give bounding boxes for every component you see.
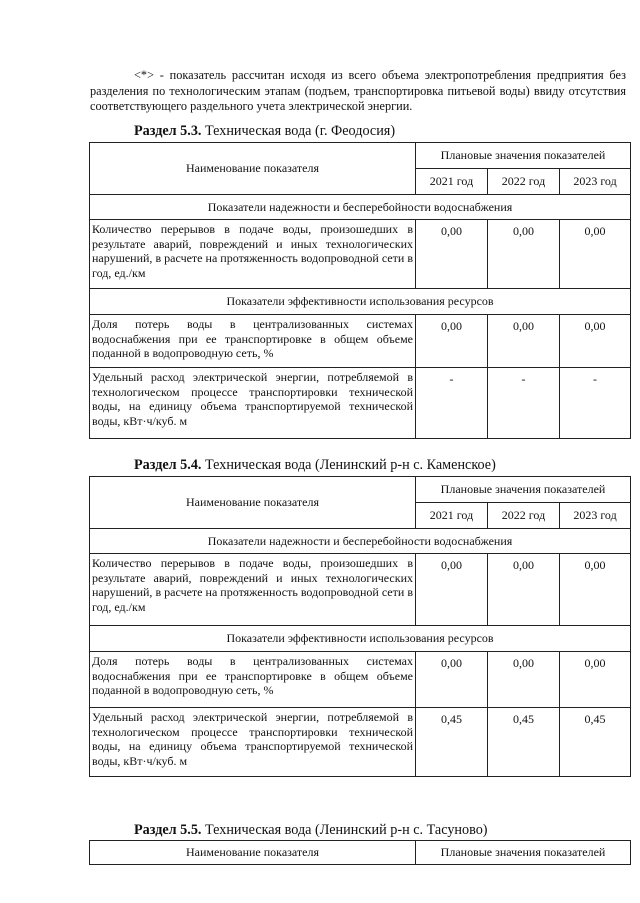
indicator-label: Удельный расход электрической энергии, потребляемой в технологическом процессе транспортировки технической воды, на единицу объема транспортируемой технической воды, кВт·ч/куб. м [90,368,416,439]
value-2022: 0,45 [488,708,560,777]
indicator-label: Количество перерывов в подаче воды, произошедших в результате аварий, повреждений и иных технологических нарушений, в расчете на протяженность водопроводной сети в год, ед./км [90,220,416,289]
table-row [90,368,631,439]
indicator-label: Доля потерь воды в централизованных системах водоснабжения при ее транспортировке в общем объеме поданной в водопроводную сеть, % [90,652,416,708]
value-2022: - [488,368,560,439]
section-5-5-table [89,840,631,865]
footnote [90,68,626,115]
group-efficiency-cell: Показатели эффективности использования ресурсов [90,289,631,315]
value-2021: 0,00 [416,220,488,289]
indicator-label: Количество перерывов в подаче воды, произошедших в результате аварий, повреждений и иных технологических нарушений, в расчете на протяженность водопроводной сети в год, ед./км [90,554,416,626]
value-2023: - [560,368,631,439]
section-title-text: Техническая вода (Ленинский р-н с. Тасуново) [205,822,488,838]
section-title-text: Техническая вода (Ленинский р-н с. Каменское) [205,457,496,473]
group-row [90,529,631,554]
section-number: Раздел 5.3. [134,123,202,139]
group-efficiency-cell: Показатели эффективности использования ресурсов [90,626,631,652]
header-name-cell: Наименование показателя [90,143,416,195]
table-row [90,315,631,368]
indicator-label: Доля потерь воды в централизованных системах водоснабжения при ее транспортировке в общем объеме поданной в водопроводную сеть, % [90,315,416,368]
header-plan-cell: Плановые значения показателей [416,143,631,169]
section-5-3-table [89,142,631,439]
value-2021: 0,00 [416,652,488,708]
year-2023-cell: 2023 год [560,169,631,195]
value-2022: 0,00 [488,652,560,708]
header-plan-cell: Плановые значения показателей [416,477,631,503]
header-name-cell: Наименование показателя [90,477,416,529]
year-2021-cell: 2021 год [416,169,488,195]
group-reliability-cell: Показатели надежности и бесперебойности водоснабжения [90,195,631,220]
value-2023: 0,00 [560,220,631,289]
value-2023: 0,00 [560,652,631,708]
value-2023: 0,00 [560,315,631,368]
section-number: Раздел 5.4. [134,457,202,473]
value-2021: 0,00 [416,315,488,368]
group-row [90,626,631,652]
header-row [90,143,631,169]
value-2022: 0,00 [488,220,560,289]
section-number: Раздел 5.5. [134,822,202,838]
table-row [90,220,631,289]
table-row [90,708,631,777]
value-2021: - [416,368,488,439]
header-plan-cell: Плановые значения показателей [416,841,631,865]
indicator-label: Удельный расход электрической энергии, потребляемой в технологическом процессе транспортировки технической воды, на единицу объема транспортируемой технической воды, кВт·ч/куб. м [90,708,416,777]
year-2023-cell: 2023 год [560,503,631,529]
value-2021: 0,45 [416,708,488,777]
group-row [90,289,631,315]
section-title-text: Техническая вода (г. Феодосия) [205,123,396,139]
header-row [90,841,631,865]
group-reliability-cell: Показатели надежности и бесперебойности водоснабжения [90,529,631,554]
value-2023: 0,45 [560,708,631,777]
section-5-3-title [134,123,395,140]
section-5-4-table [89,476,631,777]
header-name-cell: Наименование показателя [90,841,416,865]
group-row [90,195,631,220]
year-2021-cell: 2021 год [416,503,488,529]
year-2022-cell: 2022 год [488,503,560,529]
value-2022: 0,00 [488,315,560,368]
table-row [90,554,631,626]
year-2022-cell: 2022 год [488,169,560,195]
footnote-text: <*> - показатель рассчитан исходя из всего объема электропотребления предприятия без разделения по технологическим этапам (подъем, транспортировка питьевой воды) ввиду отсутствия соответствующего раздельного учета электрической энергии. [90,68,626,114]
header-row [90,477,631,503]
value-2021: 0,00 [416,554,488,626]
section-5-5-title [134,822,488,839]
value-2022: 0,00 [488,554,560,626]
table-row [90,652,631,708]
section-5-4-title [134,457,496,474]
value-2023: 0,00 [560,554,631,626]
